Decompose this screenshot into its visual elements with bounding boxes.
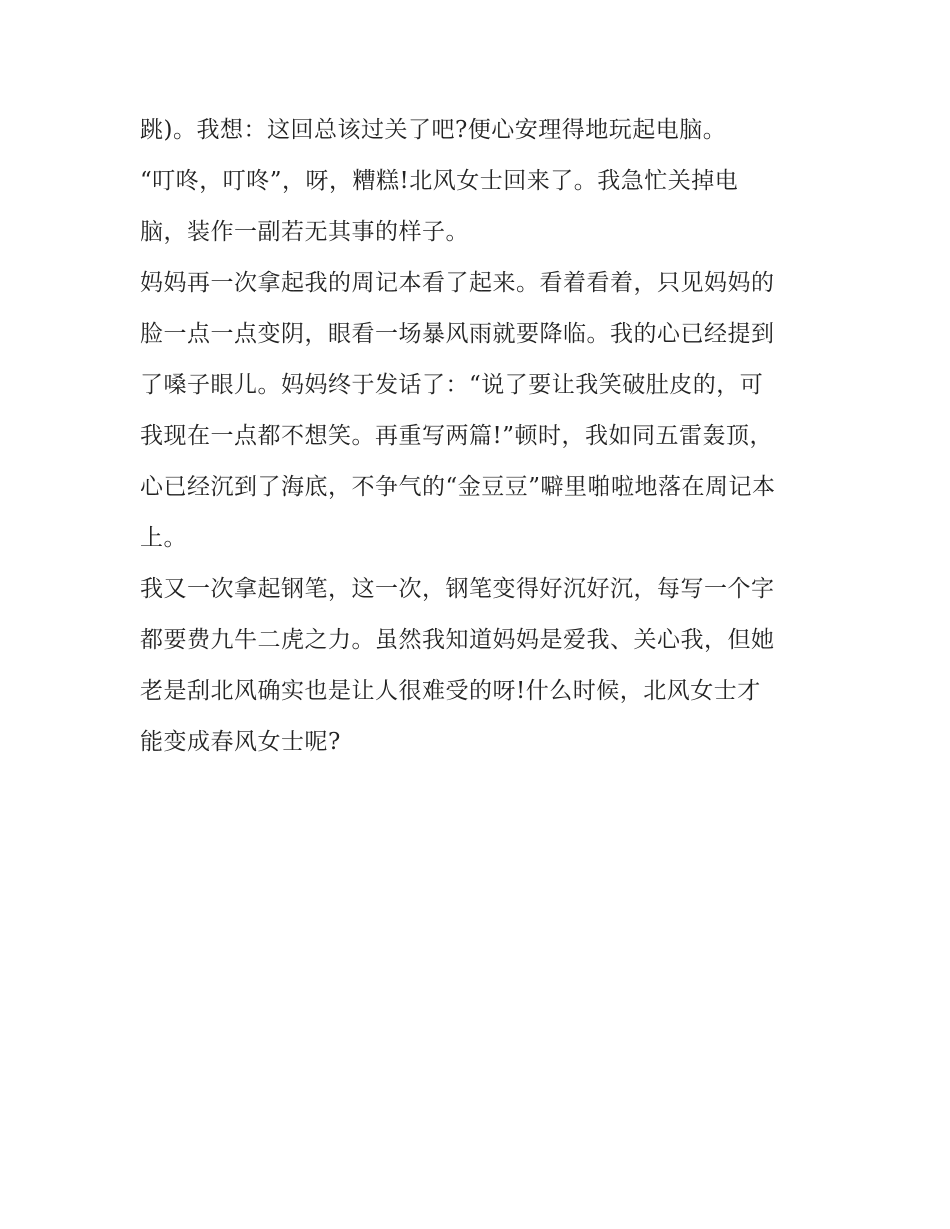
text-line: 了嗓子眼儿。妈妈终于发话了：“说了要让我笑破肚皮的，可 (140, 372, 764, 398)
text-line: “叮咚，叮咚”，呀，糟糕!北风女士回来了。我急忙关掉电 (140, 168, 739, 194)
text-line: 跳)。我想：这回总该过关了吧?便心安理得地玩起电脑。 (140, 117, 727, 143)
text-line: 我现在一点都不想笑。再重写两篇!”顿时，我如同五雷轰顶， (140, 423, 774, 449)
text-line: 脸一点一点变阴，眼看一场暴风雨就要降临。我的心已经提到 (140, 321, 775, 347)
text-line: 妈妈再一次拿起我的周记本看了起来。看着看着，只见妈妈的 (140, 270, 775, 296)
text-line: 老是刮北风确实也是让人很难受的呀!什么时候，北风女士才 (140, 678, 761, 704)
text-line: 都要费九牛二虎之力。虽然我知道妈妈是爱我、关心我，但她 (140, 627, 775, 653)
document-body (140, 105, 820, 768)
text-line: 我又一次拿起钢笔，这一次，钢笔变得好沉好沉，每写一个字 (140, 576, 775, 602)
text-line: 上。 (140, 525, 187, 551)
text-line: 脑，装作一副若无其事的样子。 (140, 219, 469, 245)
text-line: 能变成春风女士呢? (140, 729, 341, 755)
text-line: 心已经沉到了海底，不争气的“金豆豆”噼里啪啦地落在周记本 (140, 474, 776, 500)
